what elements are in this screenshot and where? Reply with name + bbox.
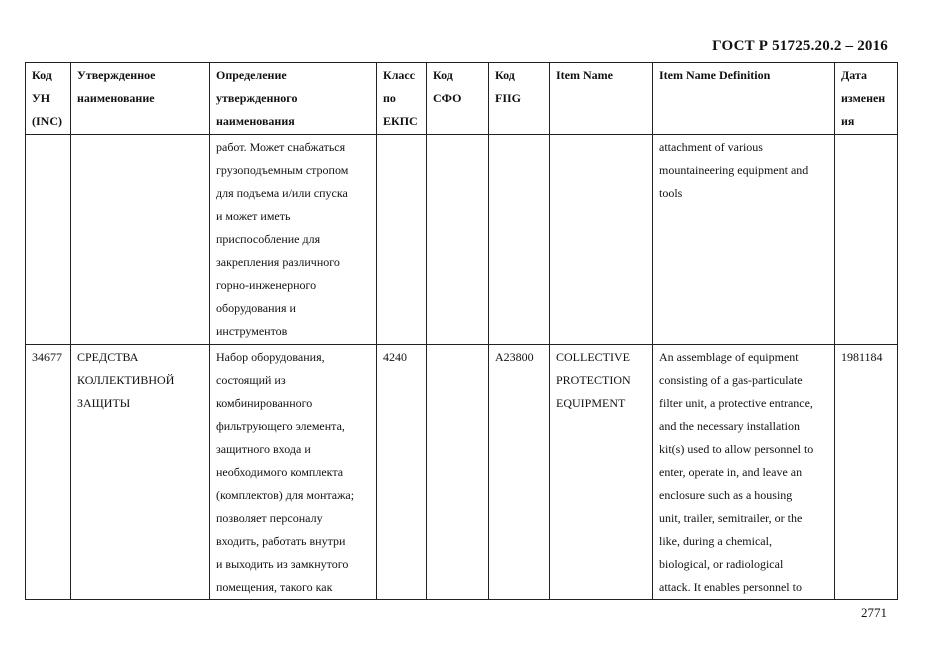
cell-sfo-code (427, 135, 489, 345)
table-row-continuation (26, 135, 898, 345)
header-item-name-definition: Item Name Definition (653, 63, 835, 135)
document-standard-header: ГОСТ Р 51725.20.2 – 2016 (712, 38, 888, 54)
cell-definition-ru: работ. Может снабжаться грузоподъемным стропом для подъема и/или спуска и может иметь приспособление для закрепления различного горно-инженерного оборудования и инструментов (210, 135, 377, 345)
cell-fiig-code: A23800 (489, 345, 550, 600)
cell-change-date: 1981184 (835, 345, 898, 600)
header-change-date: Дата изменен ия (835, 63, 898, 135)
nomenclature-table (25, 62, 898, 600)
cell-sfo-code (427, 345, 489, 600)
table-header-row (26, 63, 898, 135)
header-inc-code: Код УН (INC) (26, 63, 71, 135)
page-number: 2771 (861, 605, 887, 620)
cell-definition-en: An assemblage of equipment consisting of a gas-particulate filter unit, a protective entrance, and the necessary installation kit(s) used to allow personnel to enter, operate in, and leave an enclosure such as a housing unit, trailer, semitrailer, or the like, during a chemical, biological, or radiological attack. It enables personnel to (653, 345, 835, 600)
cell-definition-ru: Набор оборудования, состоящий из комбинированного фильтрующего элемента, защитного входа и необходимого комплекта (комплектов) для монтажа; позволяет персоналу входить, работать внутри и выходить из замкнутого помещения, такого как (210, 345, 377, 600)
cell-inc-code (26, 135, 71, 345)
header-item-name: Item Name (550, 63, 653, 135)
cell-ekps-class: 4240 (377, 345, 427, 600)
cell-inc-code: 34677 (26, 345, 71, 600)
cell-ekps-class (377, 135, 427, 345)
cell-change-date (835, 135, 898, 345)
cell-approved-name: СРЕДСТВА КОЛЛЕКТИВНОЙ ЗАЩИТЫ (71, 345, 210, 600)
header-fiig-code: Код FIIG (489, 63, 550, 135)
cell-item-name (550, 135, 653, 345)
header-ekps-class: Класс по ЕКПС (377, 63, 427, 135)
cell-approved-name (71, 135, 210, 345)
cell-fiig-code (489, 135, 550, 345)
header-definition-ru: Определение утвержденного наименования (210, 63, 377, 135)
cell-item-name: COLLECTIVE PROTECTION EQUIPMENT (550, 345, 653, 600)
cell-definition-en: attachment of various mountaineering equipment and tools (653, 135, 835, 345)
table-row-34677 (26, 345, 898, 600)
header-approved-name: Утвержденное наименование (71, 63, 210, 135)
header-sfo-code: Код СФО (427, 63, 489, 135)
